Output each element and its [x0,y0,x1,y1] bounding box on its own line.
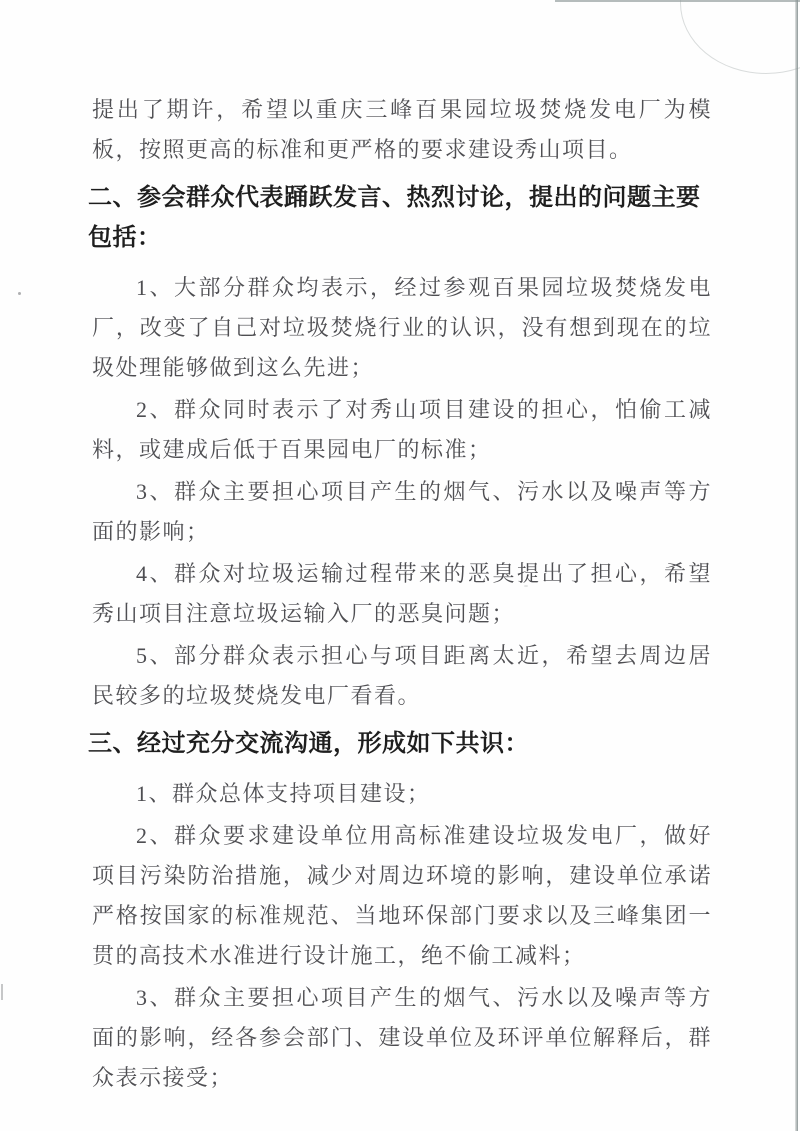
section-heading: 三、经过充分交流沟通，形成如下共识： [88,730,529,757]
paragraph: 1、大部分群众均表示，经过参观百果园垃圾焚烧发电厂，改变了自己对垃圾焚烧行业的认识，没有想到现在的垃圾处理能够做到这么先进； [92,275,712,380]
scan-corner-curl-artifact [680,0,800,74]
scan-speck [1,984,3,1000]
paragraph: 1、群众总体支持项目建设； [136,781,431,806]
paragraph: 2、群众同时表示了对秀山项目建设的担心，怕偷工减料，或建成后低于百果园电厂的标准； [92,397,712,462]
scan-right-edge-artifact [795,0,798,1131]
scan-speck [18,292,21,295]
document-body [88,90,712,1100]
paragraph: 3、群众主要担心项目产生的烟气、污水以及噪声等方面的影响，经各参会部门、建设单位及环评单位解释后，群众表示接受； [92,985,712,1090]
paragraph: 4、群众对垃圾运输过程带来的恶臭提出了担心，希望秀山项目注意垃圾运输入厂的恶臭问题； [92,561,712,626]
paragraph: 3、群众主要担心项目产生的烟气、污水以及噪声等方面的影响； [92,479,712,544]
paragraph: 5、部分群众表示担心与项目距离太近，希望去周边居民较多的垃圾焚烧发电厂看看。 [92,643,712,708]
scan-speck [428,114,431,116]
scan-speck [524,585,528,587]
paragraph: 提出了期许，希望以重庆三峰百果园垃圾焚烧发电厂为模板，按照更高的标准和更严格的要求建设秀山项目。 [92,97,712,162]
section-heading: 二、参会群众代表踊跃发言、热烈讨论，提出的问题主要包括： [88,184,701,251]
paragraph: 2、群众要求建设单位用高标准建设垃圾发电厂，做好项目污染防治措施，减少对周边环境的影响，建设单位承诺严格按国家的标准规范、当地环保部门要求以及三峰集团一贯的高技术水准进行设计施工，绝不偷工减料； [92,823,712,968]
